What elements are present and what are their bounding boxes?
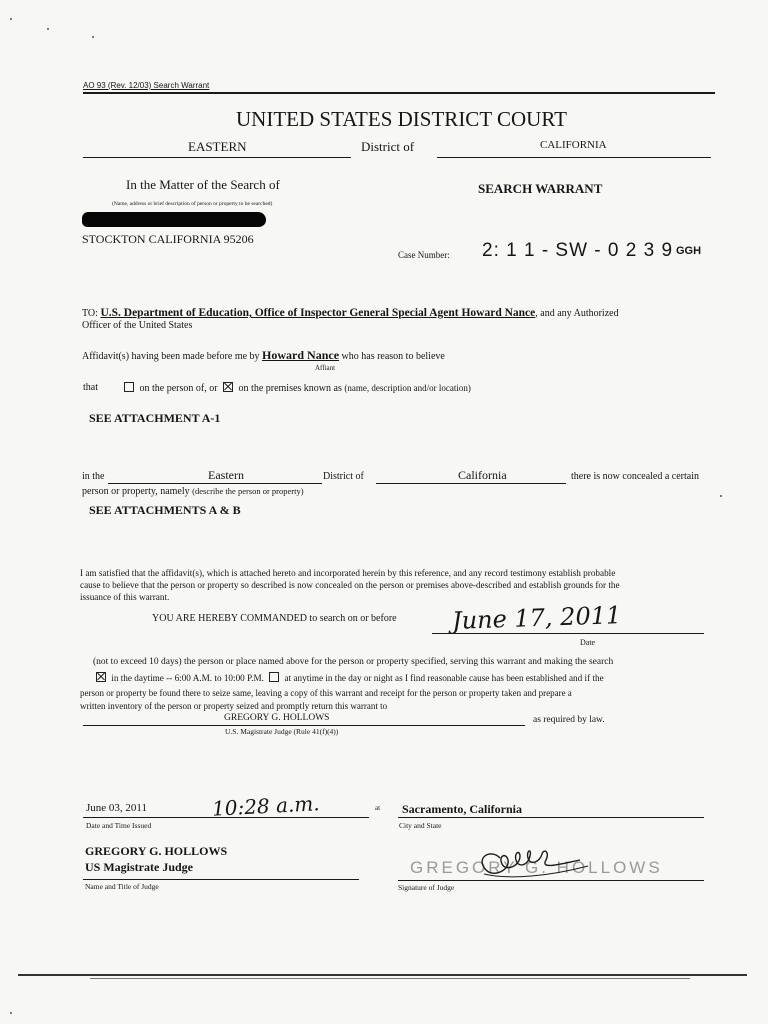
command-date-handwritten: June 17, 2011: [451, 601, 622, 635]
satisfied-paragraph: [80, 567, 716, 603]
district-state-line: [437, 157, 711, 158]
affidavit-line: [82, 348, 445, 363]
concealed-namely: person or property, namely: [82, 486, 190, 497]
matter-hint: (Name, address or brief description of person or property to be searched): [112, 201, 273, 207]
header-rule: [83, 92, 715, 94]
issued-time-handwritten: 10:28 a.m.: [211, 791, 321, 821]
case-number-label: Case Number:: [398, 250, 450, 260]
see-attachment-a1: SEE ATTACHMENT A-1: [89, 411, 221, 425]
concealed-state: California: [458, 468, 507, 482]
case-number-suffix: GGH: [676, 245, 702, 257]
judge-title: US Magistrate Judge: [85, 860, 193, 874]
execution-line-2: [93, 672, 604, 683]
issued-date: June 03, 2011: [86, 802, 148, 814]
redaction-bar: [82, 212, 266, 227]
execution-line-4: written inventory of the person or property seized and promptly return this warrant to: [80, 701, 388, 711]
judge-name-label: Name and Title of Judge: [85, 882, 159, 891]
affiant-name: Howard Nance: [262, 348, 340, 362]
issued-date-line: [83, 817, 369, 818]
issued-place: Sacramento, California: [402, 802, 522, 816]
district-label: District of: [361, 139, 415, 154]
bottom-rule-2: [90, 978, 690, 979]
concealed-district: Eastern: [208, 468, 244, 482]
scan-speck: [47, 28, 49, 30]
concealed-hint: (describe the person or property): [192, 486, 304, 496]
concealed-tail: there is now concealed a certain: [571, 471, 699, 482]
judge-name: GREGORY G. HOLLOWS: [85, 844, 228, 858]
to-recipient: U.S. Department of Education, Office of Inspector General Special Agent Howard Nance: [100, 307, 536, 319]
signature-line: [398, 880, 704, 881]
district-name: EASTERN: [188, 139, 247, 154]
scan-speck: [10, 1012, 12, 1014]
bottom-rule: [18, 974, 747, 976]
scan-speck: [10, 18, 12, 20]
command-text: YOU ARE HEREBY COMMANDED to search on or before: [152, 613, 397, 624]
concealed-line-2: [82, 486, 304, 497]
matter-address: STOCKTON CALIFORNIA 95206: [82, 232, 254, 246]
premises-line: [121, 382, 471, 394]
daytime-option: in the daytime -- 6:00 A.M. to 10:00 P.M.: [111, 673, 264, 683]
satisfied-line-2: cause to believe that the person or property so described is now concealed on the person or premises above-described and establish grounds for the: [80, 580, 620, 590]
district-state: CALIFORNIA: [540, 139, 607, 151]
premises-that: that: [83, 382, 98, 393]
to-suffix: , and any Authorized: [535, 308, 619, 319]
return-judge-name: GREGORY G. HOLLOWS: [224, 713, 330, 723]
daytime-checkbox[interactable]: [96, 672, 106, 682]
matter-heading: In the Matter of the Search of: [126, 177, 280, 192]
anytime-checkbox[interactable]: [269, 672, 279, 682]
to-line-2: Officer of the United States: [82, 320, 193, 331]
premises-checkbox[interactable]: [223, 382, 233, 392]
return-judge-caption: U.S. Magistrate Judge (Rule 41(f)(4)): [225, 727, 339, 736]
to-prefix: TO:: [82, 308, 98, 319]
satisfied-line-3: issuance of this warrant.: [80, 592, 170, 602]
case-number: 2: 1 1 - SW - 0 2 3 9: [482, 240, 674, 261]
scan-speck: [92, 36, 94, 38]
execution-line-1: (not to exceed 10 days) the person or place named above for the person or property specified, serving this warrant and making the search: [93, 657, 614, 667]
issued-date-label: Date and Time Issued: [86, 821, 152, 830]
concealed-in-the: in the: [82, 471, 105, 482]
affidavit-before: Affidavit(s) having been made before me by: [82, 351, 260, 362]
person-option: on the person of, or: [139, 383, 218, 394]
return-judge-line: [83, 725, 525, 726]
concealed-district-line: [108, 483, 322, 484]
court-title: UNITED STATES DISTRICT COURT: [236, 107, 567, 131]
judge-name-stamp: GREGORY G. HOLLOWS: [410, 858, 663, 877]
see-attachments-ab: SEE ATTACHMENTS A & B: [89, 503, 241, 517]
judge-signature: [470, 836, 600, 886]
premises-hint: (name, description and/or location): [344, 383, 471, 393]
affiant-label: Affiant: [315, 364, 336, 372]
anytime-option: at anytime in the day or night as I find reasonable cause has been established and if the: [284, 673, 604, 683]
person-checkbox[interactable]: [124, 382, 134, 392]
concealed-district-label: District of: [323, 471, 364, 482]
form-id: AO 93 (Rev. 12/03) Search Warrant: [83, 81, 210, 90]
affidavit-after: who has reason to believe: [341, 351, 445, 362]
required-by-law: as required by law.: [533, 715, 605, 725]
scan-speck: [720, 495, 722, 497]
satisfied-line-1: I am satisfied that the affidavit(s), which is attached hereto and incorporated herein by this reference, and any record testimony establish probable: [80, 568, 616, 578]
signature-label: Signature of Judge: [398, 883, 455, 892]
command-date-line: [432, 633, 704, 634]
command-date-label: Date: [580, 638, 596, 647]
premises-option: on the premises known as: [238, 383, 342, 394]
warrant-title: SEARCH WARRANT: [478, 181, 603, 196]
concealed-state-line: [376, 483, 566, 484]
judge-name-line: [83, 879, 359, 880]
issued-place-label: City and State: [399, 821, 442, 830]
district-name-line: [83, 157, 351, 158]
issued-at: at: [375, 804, 381, 812]
to-line: [82, 307, 619, 319]
issued-place-line: [398, 817, 704, 818]
execution-line-3: person or property be found there to seize same, leaving a copy of this warrant and receipt for the person or property taken and prepare a: [80, 688, 572, 698]
